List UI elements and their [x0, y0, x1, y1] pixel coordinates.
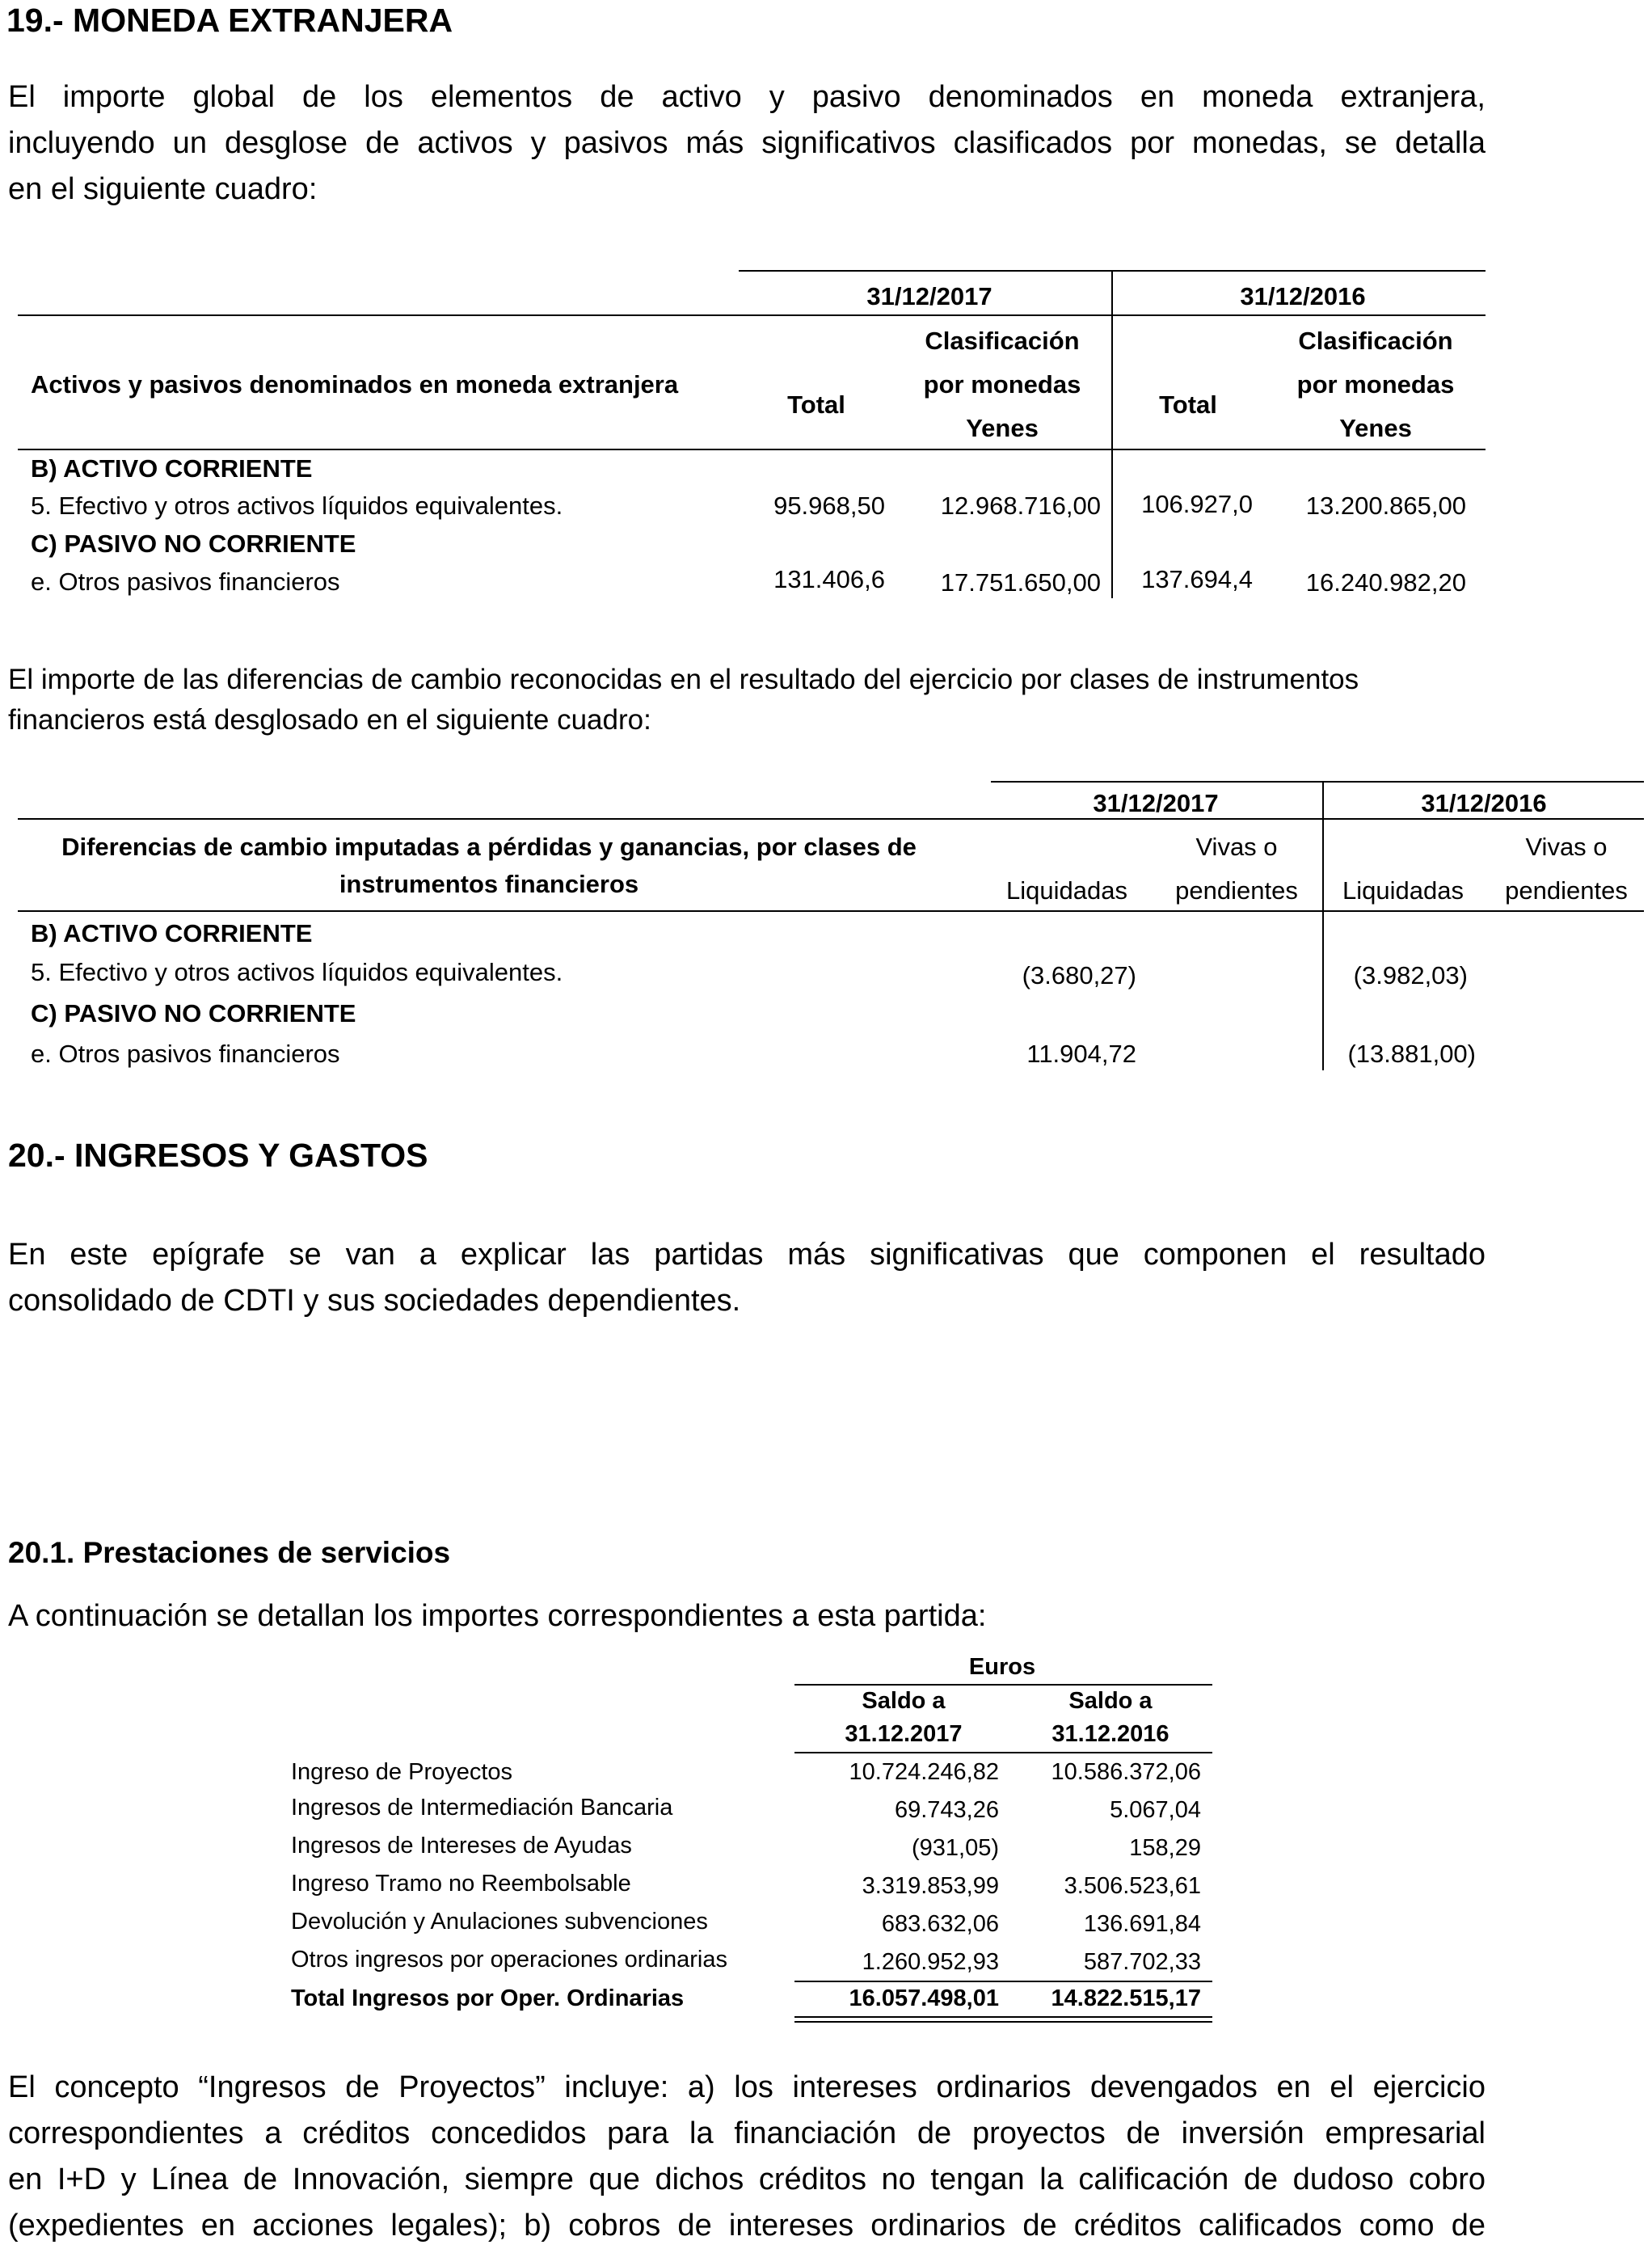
table-cell: 106.927,0 [1141, 490, 1253, 518]
section-19-title: 19.- MONEDA EXTRANJERA [6, 2, 453, 39]
column-divider [1322, 781, 1324, 1070]
section-20-intro [8, 1232, 1486, 1324]
table-cell: (3.982,03) [1353, 961, 1468, 989]
table-cell: 12.968.716,00 [940, 492, 1101, 520]
mid-line: El importe de las diferencias de cambio reconocidas en el resultado del ejercicio por clases de instrumentos [8, 664, 1359, 695]
table-cell: 10.724.246,82 [849, 1759, 999, 1785]
total-cell: 16.057.498,01 [849, 1985, 999, 2011]
subsection-title: 20.1. Prestaciones de servicios [8, 1536, 451, 1569]
col-vivas-2016-l1: Vivas o [1525, 833, 1608, 861]
total-row-label: Total Ingresos por Oper. Ordinarias [291, 1985, 685, 2011]
table-row-label: Ingresos de Intereses de Ayudas [291, 1833, 632, 1859]
table-cell: 5.067,04 [1110, 1797, 1201, 1823]
table-row-label: e. Otros pasivos financieros [31, 568, 340, 596]
total-cell: 14.822.515,17 [1051, 1985, 1201, 2011]
col-vivas-2017-l2: pendientes [1175, 876, 1298, 905]
col-total-2016: Total [1159, 390, 1217, 419]
table-rule [18, 910, 1644, 912]
table-cell: 69.743,26 [894, 1797, 999, 1823]
table-rule [18, 449, 1486, 450]
table-cell: 587.702,33 [1083, 1949, 1201, 1975]
table-rule [18, 818, 1644, 820]
col-2017-l1: Saldo a [862, 1688, 946, 1714]
col-liquidadas-2017: Liquidadas [1006, 876, 1127, 905]
table-rule [794, 1684, 1212, 1686]
intro-line: incluyendo un desglose de activos y pasivos más significativos clasificados por monedas, se detalla [8, 126, 1486, 160]
table-cell: 3.506.523,61 [1064, 1873, 1201, 1899]
col-class-2017-l3: Yenes [966, 414, 1039, 442]
intro-line: En este epígrafe se van a explicar las partidas más significativas que componen el resultado [8, 1238, 1486, 1272]
row-header: Activos y pasivos denominados en moneda extranjera [31, 370, 679, 399]
table-rule [18, 314, 1486, 316]
table-cell: 11.904,72 [1026, 1040, 1136, 1068]
outro-line: El concepto “Ingresos de Proyectos” incluye: a) los intereses ordinarios devengados en el ejercicio [8, 2070, 1486, 2104]
table-row-label: Otros ingresos por operaciones ordinarias [291, 1947, 727, 1973]
table-row-label: e. Otros pasivos financieros [31, 1040, 340, 1068]
year-2017-header: 31/12/2017 [1093, 789, 1219, 817]
intro-line: consolidado de CDTI y sus sociedades dependientes. [8, 1284, 741, 1318]
table-row-label: Devolución y Anulaciones subvenciones [291, 1909, 708, 1935]
col-class-2016-l2: por monedas [1296, 370, 1455, 399]
section-19-mid-text [8, 660, 1487, 741]
table-cell: (3.680,27) [1022, 961, 1136, 989]
year-2016-header: 31/12/2016 [1421, 789, 1547, 817]
table-row-label: 5. Efectivo y otros activos líquidos equivalentes. [31, 958, 563, 986]
col-class-2017-l1: Clasificación [925, 327, 1080, 355]
col-vivas-2016-l2: pendientes [1505, 876, 1628, 905]
mid-line: financieros está desglosado en el siguiente cuadro: [8, 704, 651, 736]
table-cell: (13.881,00) [1347, 1040, 1476, 1068]
table-cell: 3.319.853,99 [862, 1873, 999, 1899]
col-vivas-2017-l1: Vivas o [1195, 833, 1278, 861]
col-class-2016-l3: Yenes [1339, 414, 1412, 442]
col-liquidadas-2016: Liquidadas [1342, 876, 1464, 905]
section-19-intro [8, 74, 1486, 213]
table-row-label: C) PASIVO NO CORRIENTE [31, 999, 356, 1027]
col-2016-l1: Saldo a [1068, 1688, 1153, 1714]
table-row-label: B) ACTIVO CORRIENTE [31, 919, 313, 947]
table-cell: (931,05) [911, 1835, 999, 1861]
table-rule [794, 1752, 1212, 1753]
table-cell: 1.260.952,93 [862, 1949, 999, 1975]
currency-header: Euros [968, 1654, 1036, 1680]
table-rule [794, 1981, 1212, 1982]
outro-line: correspondientes a créditos concedidos para la financiación de proyectos de inversión empresarial [8, 2116, 1486, 2150]
outro-line: (expedientes en acciones legales); b) cobros de intereses ordinarios de créditos calificados como de [8, 2209, 1486, 2243]
table-cell: 158,29 [1129, 1835, 1201, 1861]
table-cell: 10.586.372,06 [1051, 1759, 1201, 1785]
intro-line: en el siguiente cuadro: [8, 172, 318, 206]
table-cell: 13.200.865,00 [1305, 492, 1466, 520]
total-double-rule [794, 2016, 1212, 2023]
year-2017-header: 31/12/2017 [866, 282, 992, 310]
table-cell: 17.751.650,00 [940, 568, 1101, 597]
table-row-label: C) PASIVO NO CORRIENTE [31, 530, 356, 558]
subsection-intro: A continuación se detallan los importes correspondientes a esta partida: [8, 1599, 987, 1633]
section-20-outro [8, 2065, 1486, 2249]
table-cell: 131.406,6 [773, 565, 885, 593]
col-class-2016-l1: Clasificación [1298, 327, 1453, 355]
table-row-label: B) ACTIVO CORRIENTE [31, 454, 313, 483]
col-2016-l2: 31.12.2016 [1051, 1721, 1169, 1747]
year-2016-header: 31/12/2016 [1240, 282, 1366, 310]
outro-line: en I+D y Línea de Innovación, siempre que dichos créditos no tengan la calificación de dudoso cobro [8, 2162, 1486, 2196]
table-cell: 683.632,06 [881, 1911, 999, 1937]
row-header-l2: instrumentos financieros [339, 870, 639, 898]
col-total-2017: Total [787, 390, 845, 419]
table-row-label: Ingreso de Proyectos [291, 1759, 513, 1785]
section-20-title: 20.- INGRESOS Y GASTOS [8, 1137, 428, 1174]
table-cell: 136.691,84 [1083, 1911, 1201, 1937]
table-cell: 95.968,50 [773, 492, 885, 520]
table-row-label: 5. Efectivo y otros activos líquidos equivalentes. [31, 492, 563, 520]
table-cell: 16.240.982,20 [1305, 568, 1466, 597]
col-class-2017-l2: por monedas [923, 370, 1081, 399]
table-row-label: Ingreso Tramo no Reembolsable [291, 1871, 631, 1897]
col-2017-l2: 31.12.2017 [845, 1721, 963, 1747]
table-cell: 137.694,4 [1141, 565, 1253, 593]
row-header-l1: Diferencias de cambio imputadas a pérdidas y ganancias, por clases de [61, 833, 917, 861]
table-row-label: Ingresos de Intermediación Bancaria [291, 1795, 673, 1821]
table-rule [991, 781, 1644, 783]
intro-line: El importe global de los elementos de activo y pasivo denominados en moneda extranjera, [8, 80, 1486, 114]
